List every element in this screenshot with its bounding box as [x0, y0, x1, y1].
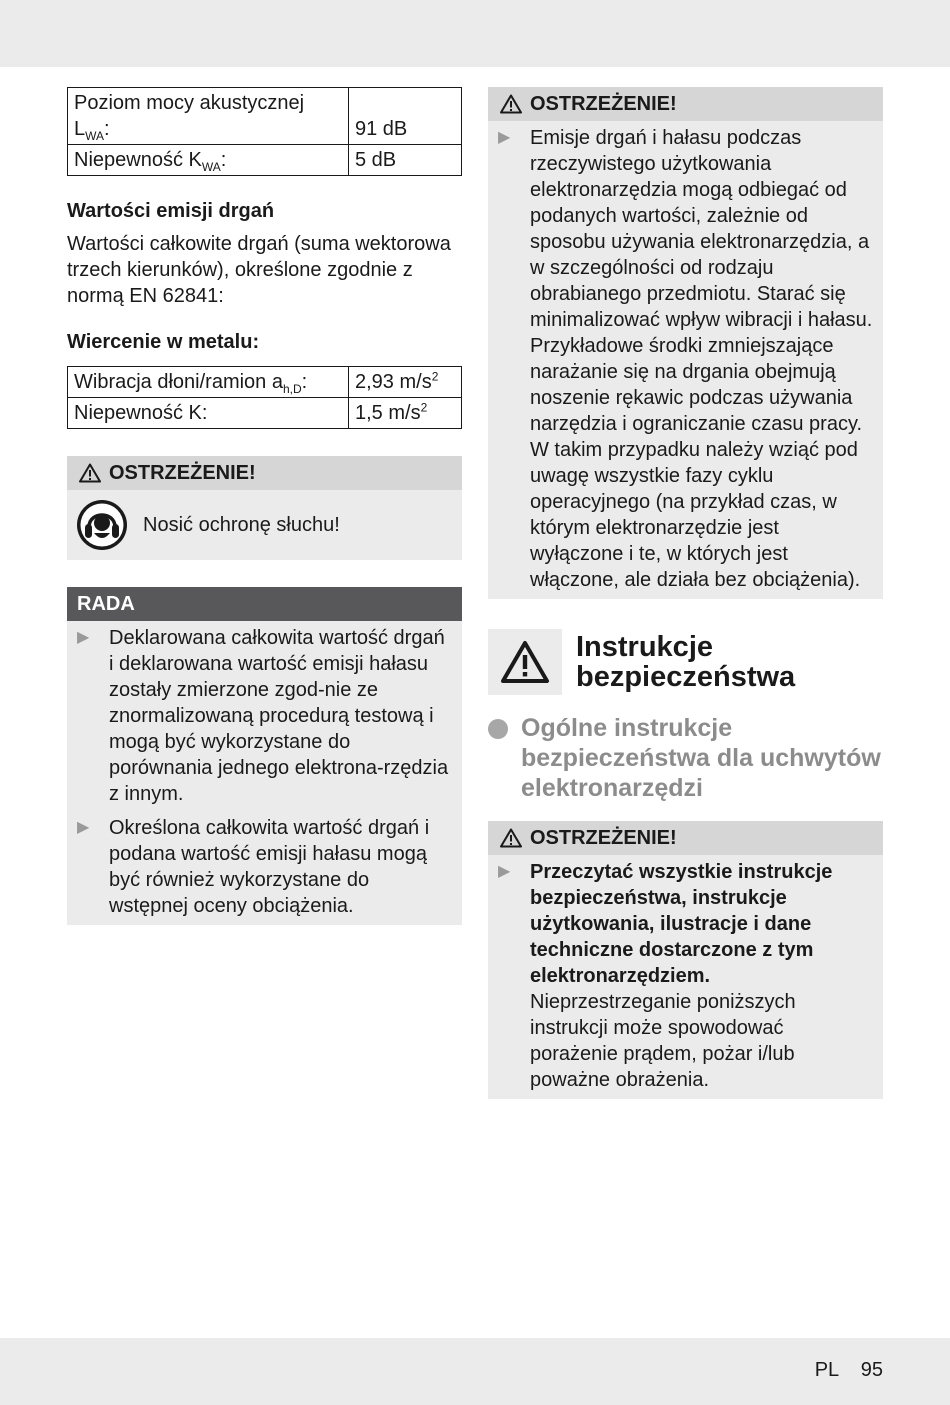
page-number: 95 — [860, 1359, 883, 1381]
hearing-row — [67, 490, 462, 551]
table-cell: Poziom mocy akustycznej $L_{WA}$: — [68, 88, 349, 145]
safety-section-title — [488, 629, 883, 695]
right-column — [488, 87, 883, 1099]
table-row — [68, 145, 462, 176]
warning-title: OSTRZEŻENIE! — [530, 92, 677, 115]
list-item — [498, 125, 873, 593]
instruction-consequence: Nieprzestrzeganie poniższych instrukcji może spowodować porażenie prądem, pożar i/lub poważne obrażenia. — [530, 991, 796, 1091]
page-title — [576, 632, 795, 692]
label-main: L — [74, 118, 86, 140]
triangle-bullet-icon: ▶ — [77, 629, 90, 646]
label-main: Wibracja dłoni/ramion a — [74, 371, 283, 393]
value-main: 2,93 m/s — [355, 371, 432, 393]
acoustic-table — [67, 87, 462, 176]
subsection-title: Ogólne instrukcje bezpieczeństwa dla uchwytów elektronarzędzi — [521, 714, 881, 802]
warning-triangle-icon — [500, 640, 550, 684]
table-row — [68, 88, 462, 145]
tip-list — [67, 621, 462, 925]
list-item-text: Emisje drgań i hałasu podczas rzeczywistego użytkowania elektronarzędzia mogą odbiegać od podanych wartości, zależnie od sposobu używania elektronarzędzia, a w szczególności od rodzaju obrabianego przedmiotu. Starać się minimalizować wpływ wibracji i hałasu. Przykładowe środki zmniejszające narażanie się na drgania obejmują noszenie rękawic podczas używania narzędzia i ograniczanie czasu pracy. W takim przypadku należy wziąć pod uwagę wszystkie fazy cyklu operacyjnego (na przykład czas, w którym elektronarzędzie jest wyłączone i te, w których jest włączone, ale działa bez obciążenia). — [530, 127, 873, 591]
list-item-text: Deklarowana całkowita wartość drgań i deklarowana wartość emisji hałasu zostały zmierzone zgod-nie ze znormalizowaną procedurą testową i mogą być wykorzystane do porównania jednego elektrona-rzędzia z innym. — [109, 627, 449, 805]
table-cell: Wibracja dłoni/ramion $a_{h,D}$: — [68, 367, 349, 398]
warning-title: OSTRZEŻENIE! — [109, 461, 256, 484]
ear-protection-icon — [76, 499, 128, 551]
list-item — [77, 625, 452, 807]
triangle-bullet-icon: ▶ — [498, 129, 511, 146]
list-item — [498, 859, 873, 1093]
warning-box-read — [488, 821, 883, 1099]
warning-box-hearing — [67, 456, 462, 560]
vibration-table — [67, 366, 462, 429]
list-item-text: Określona całkowita wartość drgań i podana wartość emisji hałasu mogą być również wykorzystane do wstępnej oceny obciążenia. — [109, 817, 430, 917]
vibration-subheading: Wiercenie w metalu: — [67, 331, 260, 353]
footer — [815, 1359, 883, 1382]
tip-header: RADA — [67, 587, 462, 621]
label-sub: WA — [85, 129, 105, 143]
label-sub: h,D — [282, 382, 302, 396]
warning-list — [488, 855, 883, 1099]
list-item — [77, 815, 452, 919]
title-line: Instrukcje — [576, 631, 713, 663]
triangle-bullet-icon: ▶ — [77, 819, 90, 836]
warning-title: OSTRZEŻENIE! — [530, 826, 677, 849]
footer-band — [0, 1338, 950, 1405]
table-cell — [349, 367, 462, 398]
label-line1: Poziom mocy akustycznej — [74, 92, 305, 114]
table-row — [68, 398, 462, 429]
warning-triangle-icon — [79, 463, 101, 483]
warning-header — [67, 456, 462, 490]
warning-box-emission — [488, 87, 883, 599]
list-item-text — [530, 859, 873, 1093]
table-cell: 91 dB — [349, 88, 462, 145]
table-cell: Niepewność $K_{WA}$: — [68, 145, 349, 176]
value-sup: 2 — [420, 400, 428, 415]
triangle-bullet-icon: ▶ — [498, 863, 511, 880]
header-band — [0, 0, 950, 67]
title-line: bezpieczeństwa — [576, 661, 796, 693]
vibration-heading: Wartości emisji drgań — [67, 200, 275, 222]
table-cell — [349, 398, 462, 429]
table-row — [68, 367, 462, 398]
label-main: Niepewność K — [74, 149, 202, 171]
table-cell: Niepewność K: — [68, 398, 349, 429]
subsection-heading — [488, 713, 883, 803]
warning-list — [488, 121, 883, 599]
warning-triangle-icon — [500, 94, 522, 114]
table-cell: 5 dB — [349, 145, 462, 176]
label-sub: WA — [201, 160, 221, 174]
warning-triangle-icon — [500, 828, 522, 848]
language-code: PL — [814, 1359, 840, 1381]
value-main: 1,5 m/s — [355, 402, 421, 424]
bold-instruction: Przeczytać wszystkie instrukcje bezpieczeństwa, instrukcje użytkowania, ilustracje i dane techniczne dostarczone z tym elektronarzędziem. — [530, 861, 833, 987]
tip-box — [67, 587, 462, 925]
warning-header — [488, 821, 883, 855]
value-sup: 2 — [431, 369, 439, 384]
bullet-dot-icon — [488, 719, 508, 739]
left-column — [67, 87, 462, 925]
hearing-text: Nosić ochronę słuchu! — [143, 513, 340, 536]
vibration-text: Wartości całkowite drgań (suma wektorowa trzech kierunków), określone zgodnie z normą EN 62841: — [67, 233, 451, 307]
section-warning-icon-box — [488, 629, 562, 695]
warning-header — [488, 87, 883, 121]
